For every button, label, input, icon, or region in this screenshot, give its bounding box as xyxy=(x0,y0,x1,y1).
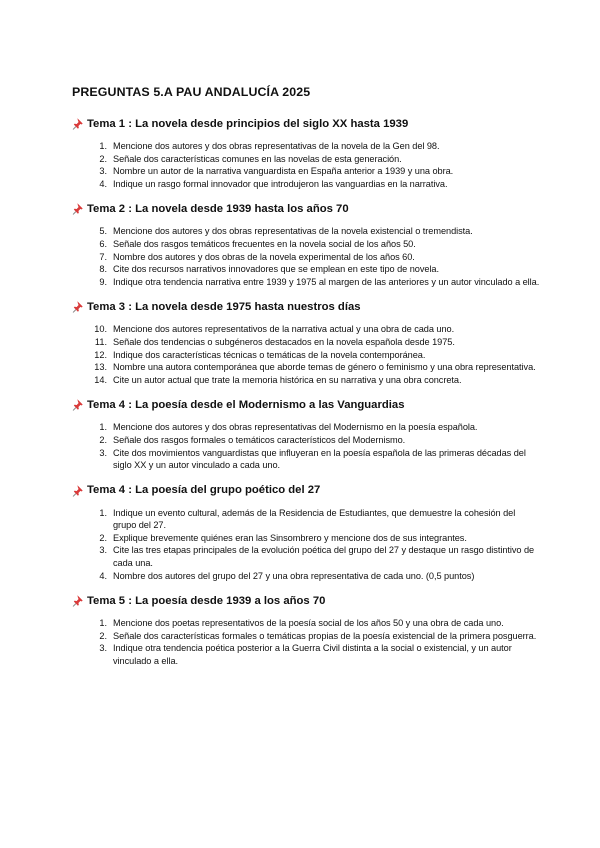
question-number: 1. xyxy=(99,618,107,629)
question-item xyxy=(82,178,540,191)
section-title-text: Tema 4 : La poesía del grupo poético del 27 xyxy=(87,484,321,497)
question-text: Indique otra tendencia poética posterior a la Guerra Civil distinta a la social o existencial, y un autor vinculado a ella. xyxy=(113,643,512,667)
question-item xyxy=(82,630,540,643)
question-text: Mencione dos poetas representativos de la poesía social de los años 50 y una obra de cada uno. xyxy=(113,618,504,629)
section-title-text: Tema 3 : La novela desde 1975 hasta nuestros días xyxy=(87,300,361,313)
question-number: 3. xyxy=(99,166,107,177)
question-number: 2. xyxy=(99,630,107,641)
question-item xyxy=(82,238,540,251)
question-number: 10. xyxy=(94,324,107,335)
question-number: 1. xyxy=(99,141,107,151)
question-text: Indique otra tendencia narrativa entre 1939 y 1975 al margen de las anteriores y un autor vinculado a ella. xyxy=(113,276,540,287)
section-title-text: Tema 1 : La novela desde principios del siglo XX hasta 1939 xyxy=(87,117,409,130)
question-item xyxy=(82,225,540,238)
pushpin-icon xyxy=(72,594,86,607)
question-text: Nombre un autor de la narrativa vanguardista en España anterior a 1939 y una obra. xyxy=(113,166,454,177)
question-number: 3. xyxy=(99,447,107,458)
question-number: 7. xyxy=(99,251,107,262)
question-number: 1. xyxy=(99,507,107,518)
document-title: PREGUNTAS 5.A PAU ANDALUCÍA 2025 xyxy=(72,85,311,99)
question-text: Indique un evento cultural, además de la Residencia de Estudiantes, que demuestre la cohesión del grupo del 27. xyxy=(113,507,516,531)
question-text: Mencione dos autores y dos obras representativas de la novela existencial o tremendista. xyxy=(113,226,473,237)
section-title xyxy=(72,594,540,607)
pushpin-icon xyxy=(72,202,86,215)
question-item xyxy=(82,617,540,630)
question-text: Explique brevemente quiénes eran las Sinsombrero y mencione dos de sus integrantes. xyxy=(113,532,467,543)
pushpin-icon xyxy=(72,300,86,313)
question-item xyxy=(82,140,540,153)
section-title xyxy=(72,484,540,497)
question-item xyxy=(82,447,540,472)
question-number: 14. xyxy=(94,374,107,385)
question-item xyxy=(82,251,540,264)
question-number: 3. xyxy=(99,545,107,556)
question-text: Indique dos características técnicas o temáticas de la novela contemporánea. xyxy=(113,349,426,360)
question-text: Señale dos rasgos formales o temáticos característicos del Modernismo. xyxy=(113,434,406,445)
question-number: 3. xyxy=(99,643,107,654)
section xyxy=(72,484,540,583)
question-number: 4. xyxy=(99,570,107,581)
question-text: Señale dos características formales o temáticas propias de la poesía existencial de la primera posguerra. xyxy=(113,630,537,641)
question-number: 8. xyxy=(99,264,107,275)
section-title-text: Tema 5 : La poesía desde 1939 a los años 70 xyxy=(87,594,326,607)
section-title xyxy=(72,398,540,411)
question-item xyxy=(82,323,540,336)
question-text: Señale dos rasgos temáticos frecuentes en la novela social de los años 50. xyxy=(113,238,416,249)
question-text: Cite dos movimientos vanguardistas que influyeran en la poesía española de las primeras décadas del siglo XX y un autor vinculado a cada uno. xyxy=(113,447,526,471)
question-item xyxy=(82,532,540,545)
question-item xyxy=(82,642,540,667)
question-number: 11. xyxy=(94,336,107,347)
question-item xyxy=(82,507,540,532)
question-text: Nombre una autora contemporánea que aborde temas de género o feminismo y una obra representativa. xyxy=(113,362,536,373)
sections-container xyxy=(72,117,540,668)
question-text: Indique un rasgo formal innovador que introdujeron las vanguardias en la narrativa. xyxy=(113,178,448,189)
question-item xyxy=(82,349,540,362)
section-title xyxy=(72,202,540,215)
question-item xyxy=(82,263,540,276)
section xyxy=(72,202,540,288)
question-text: Nombre dos autores del grupo del 27 y una obra representativa de cada uno. (0,5 puntos) xyxy=(113,570,475,581)
question-text: Mencione dos autores representativos de la narrativa actual y una obra de cada uno. xyxy=(113,324,455,335)
section-title xyxy=(72,300,540,313)
question-number: 2. xyxy=(99,434,107,445)
question-item xyxy=(82,434,540,447)
question-text: Cite un autor actual que trate la memoria histórica en su narrativa y una obra concreta. xyxy=(113,374,462,385)
question-item xyxy=(82,570,540,583)
question-text: Señale dos tendencias o subgéneros destacados en la novela española desde 1975. xyxy=(113,336,455,347)
question-number: 4. xyxy=(99,178,107,189)
question-number: 12. xyxy=(94,349,107,360)
question-item xyxy=(82,544,540,569)
question-item xyxy=(82,361,540,374)
section-title-text: Tema 4 : La poesía desde el Modernismo a las Vanguardias xyxy=(87,398,405,411)
section-title xyxy=(72,117,540,130)
question-item xyxy=(82,421,540,434)
question-text: Señale dos características comunes en las novelas de esta generación. xyxy=(113,153,402,164)
question-number: 13. xyxy=(94,362,107,373)
question-text: Cite dos recursos narrativos innovadores que se emplean en este tipo de novela. xyxy=(113,264,439,275)
question-number: 6. xyxy=(99,238,107,249)
section xyxy=(72,300,540,386)
pushpin-icon xyxy=(72,484,86,497)
question-text: Cite las tres etapas principales de la evolución poética del grupo del 27 y destaque un rasgo distintivo de cada una. xyxy=(113,545,535,569)
section xyxy=(72,594,540,667)
question-item xyxy=(82,165,540,178)
pushpin-icon xyxy=(72,117,86,130)
question-number: 1. xyxy=(99,422,107,433)
section xyxy=(72,117,540,190)
question-item xyxy=(82,374,540,387)
section-title-text: Tema 2 : La novela desde 1939 hasta los años 70 xyxy=(87,202,349,215)
question-item xyxy=(82,153,540,166)
question-number: 5. xyxy=(99,226,107,237)
question-item xyxy=(82,336,540,349)
section xyxy=(72,398,540,471)
question-text: Mencione dos autores y dos obras representativas del Modernismo en la poesía española. xyxy=(113,422,478,433)
pushpin-icon xyxy=(72,398,86,411)
question-number: 2. xyxy=(99,532,107,543)
question-text: Nombre dos autores y dos obras de la novela experimental de los años 60. xyxy=(113,251,415,262)
question-number: 9. xyxy=(99,276,107,287)
question-item xyxy=(82,276,540,289)
question-text: Mencione dos autores y dos obras representativas de la novela de la Gen del 98. xyxy=(113,141,440,151)
question-number: 2. xyxy=(99,153,107,164)
